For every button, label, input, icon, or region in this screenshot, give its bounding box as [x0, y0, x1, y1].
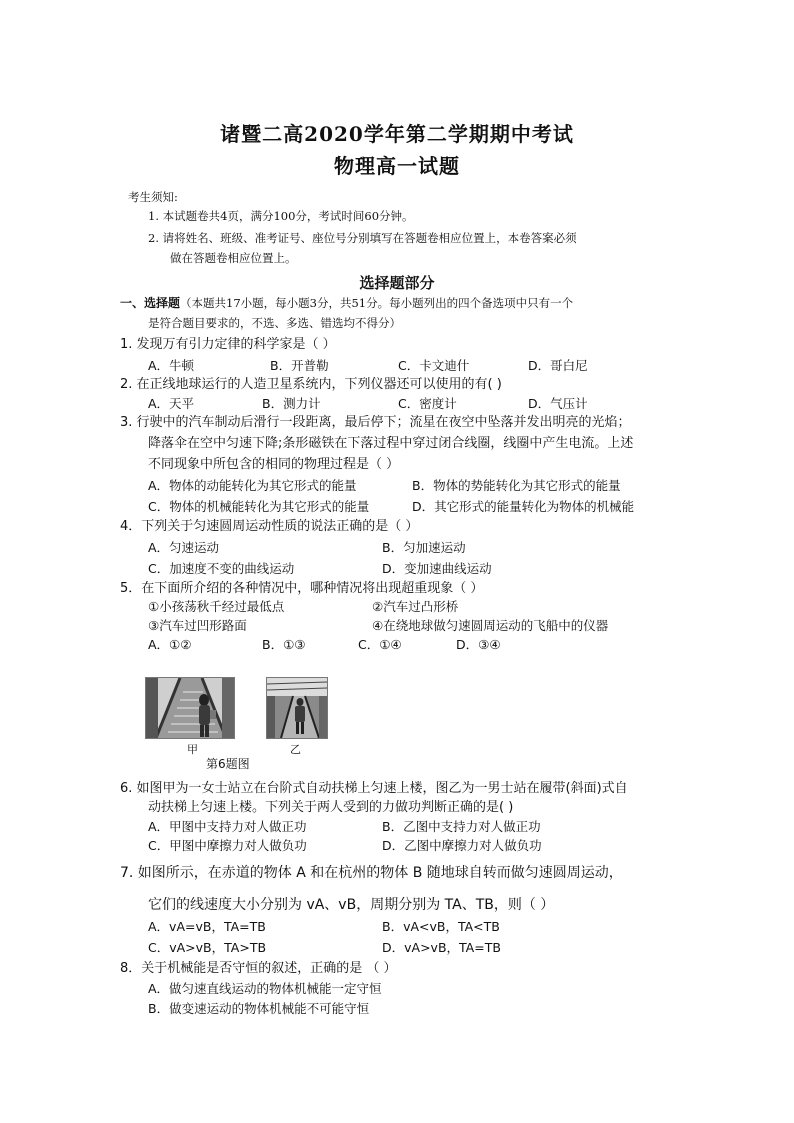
- q2-option-c: C．密度计: [398, 396, 457, 411]
- q4-stem: 4．下列关于匀速圆周运动性质的说法正确的是（ ）: [120, 519, 419, 534]
- part-label: 一、选择题: [120, 296, 181, 310]
- q3-stem-1: 3. 行驶中的汽车制动后滑行一段距离，最后停下；流星在夜空中坠落并发出明亮的光焰；: [120, 415, 631, 430]
- q8-option-b: B．做变速运动的物体机械能不可能守恒: [148, 1001, 370, 1016]
- q1-option-d: D．哥白尼: [528, 358, 588, 373]
- q4-option-c: C．加速度不变的曲线运动: [148, 561, 295, 576]
- q3-stem-3: 不同现象中所包含的相同的物理过程是（ ）: [148, 457, 400, 472]
- q2-stem: 2. 在正线地球运行的人造卫星系统内，下列仪器还可以使用的有( ): [120, 377, 502, 392]
- notice-item-1: 1. 本试题卷共4页，满分100分，考试时间60分钟。: [148, 209, 414, 223]
- escalator-photo-b: [266, 677, 328, 739]
- q7-stem-2: 它们的线速度大小分别为 vA、vB，周期分别为 TA、TB，则（ ）: [148, 897, 555, 913]
- q7-option-d: D．vA>vB，TA=TB: [382, 940, 501, 955]
- q1-option-b: B．开普勒: [270, 358, 329, 373]
- q8-option-a: A．做匀速直线运动的物体机械能一定守恒: [148, 981, 382, 996]
- part-desc-1: （本题共17小题，每小题3分，共51分。每小题列出的四个备选项中只有一个: [180, 296, 574, 310]
- q6-stem-1: 6. 如图甲为一女士站立在台阶式自动扶梯上匀速上楼，图乙为一男士站在履带(斜面)式自: [120, 781, 628, 796]
- q1-option-a: A．牛顿: [148, 358, 195, 373]
- q2-option-a: A．天平: [148, 396, 195, 411]
- q5-option-d: D．③④: [456, 637, 501, 652]
- q7-option-a: A．vA=vB，TA=TB: [148, 919, 266, 934]
- q2-option-b: B．测力计: [262, 396, 321, 411]
- q3-option-d: D．其它形式的能量转化为物体的机械能: [412, 499, 635, 514]
- q3-stem-2: 降落伞在空中匀速下降;条形磁铁在下落过程中穿过闭合线圈，线圈中产生电流。上述: [148, 436, 634, 451]
- q7-stem-1: 7. 如图所示，在赤道的物体 A 和在杭州的物体 B 随地球自转而做匀速圆周运动，: [120, 865, 623, 881]
- q6-option-b: B．乙图中支持力对人做正功: [382, 819, 541, 834]
- notice-heading: 考生须知:: [128, 190, 178, 204]
- notice-item-2: 2. 请将姓名、班级、准考证号、座位号分别填写在答题卷相应位置上，本卷答案必须: [148, 231, 577, 245]
- q4-option-d: D．变加速曲线运动: [382, 561, 492, 576]
- notice-item-2-cont: 做在答题卷相应位置上。: [170, 251, 297, 265]
- q5-option-a: A．①②: [148, 637, 192, 652]
- q7-option-b: B．vA<vB，TA<TB: [382, 919, 500, 934]
- q6-stem-2: 动扶梯上匀速上楼。下列关于两人受到的力做功判断正确的是( ): [148, 800, 514, 815]
- exam-subtitle: 物理高一试题: [334, 154, 460, 178]
- q4-option-a: A．匀速运动: [148, 540, 220, 555]
- ramp-escalator-illustration: [267, 678, 327, 738]
- figure-label-a: 甲: [187, 743, 198, 756]
- q1-stem: 1. 发现万有引力定律的科学家是（ ）: [120, 337, 336, 352]
- escalator-photo-a: [145, 677, 235, 739]
- q8-stem: 8．关于机械能是否守恒的叙述，正确的是 （ ）: [120, 961, 397, 976]
- q3-option-a: A．物体的动能转化为其它形式的能量: [148, 478, 357, 493]
- q6-option-a: A．甲图中支持力对人做正功: [148, 819, 307, 834]
- q4-option-b: B．匀加速运动: [382, 540, 466, 555]
- q6-option-c: C．甲图中摩擦力对人做负功: [148, 838, 307, 853]
- step-escalator-illustration: [146, 678, 234, 738]
- q3-option-c: C．物体的机械能转化为其它形式的能量: [148, 499, 370, 514]
- q1-option-c: C．卡文迪什: [398, 358, 470, 373]
- part-desc-2: 是符合题目要求的，不选、多选、错选均不得分）: [148, 316, 401, 330]
- q5-option-b: B．①③: [262, 637, 306, 652]
- q5-case-2: ②汽车过凸形桥: [372, 599, 459, 614]
- q5-stem: 5．在下面所介绍的各种情况中，哪种情况将出现超重现象（ ）: [120, 581, 484, 596]
- q7-option-c: C．vA>vB，TA>TB: [148, 940, 267, 955]
- section-title: 选择题部分: [359, 274, 435, 292]
- q5-case-4: ④在绕地球做匀速圆周运动的飞船中的仪器: [372, 618, 609, 633]
- part-heading: [120, 294, 573, 312]
- exam-title: 诸暨二高2020学年第二学期期中考试: [220, 122, 574, 146]
- q6-option-d: D．乙图中摩擦力对人做负功: [382, 838, 542, 853]
- figure-caption: 第6题图: [206, 757, 250, 771]
- q5-option-c: C．①④: [358, 637, 402, 652]
- q3-option-b: B．物体的势能转化为其它形式的能量: [412, 478, 621, 493]
- q5-case-3: ③汽车过凹形路面: [148, 618, 247, 633]
- q5-case-1: ①小孩荡秋千经过最低点: [148, 599, 285, 614]
- q2-option-d: D．气压计: [528, 396, 588, 411]
- figure-label-b: 乙: [290, 743, 301, 756]
